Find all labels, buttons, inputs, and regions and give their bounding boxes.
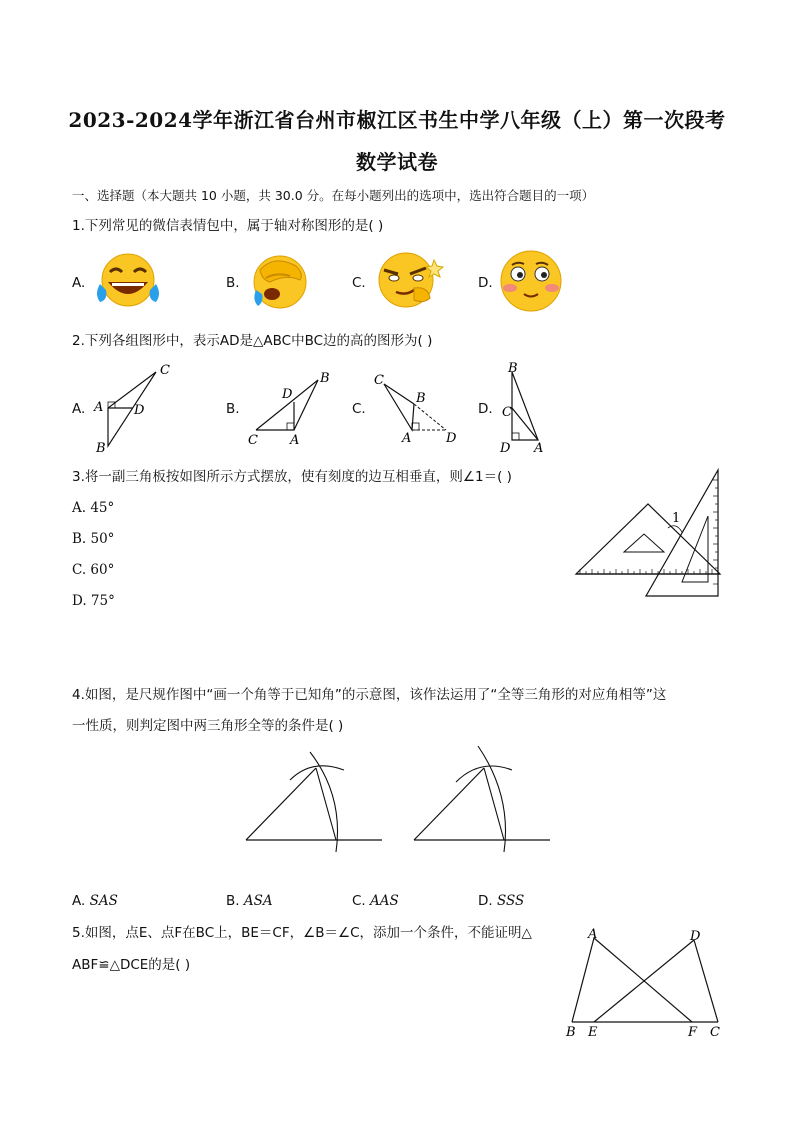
q2d-label-a: A [534,441,544,456]
q5-label-f: F [688,1025,698,1040]
q2d-label-b: B [508,361,518,376]
q2-option-a: A. [72,401,86,417]
question-4-stem-line2: 一性质，则判定图中两三角形全等的条件是( ) [72,718,344,734]
q3-set-squares-figure [572,466,724,602]
smirk-thinking-emoji-icon [370,248,446,310]
q5-triangles-figure [562,922,730,1048]
q2c-label-c: C [374,373,384,388]
facepalm-emoji-icon [246,250,318,312]
q2-option-c: C. [352,401,366,417]
question-3-stem: 3.将一副三角板按如图所示方式摆放，使有刻度的边互相垂直，则∠1＝( ) [72,469,512,485]
q1-option-b: B. [226,275,240,291]
q2b-label-d: D [282,387,293,402]
q2d-label-d: D [500,441,511,456]
q4-option-c [352,893,399,909]
q1-option-c: C. [352,275,366,291]
q3-option-a: A. 45° [72,500,115,516]
q4-option-c-value: AAS [370,893,399,909]
q2-option-b: B. [226,401,240,417]
q2b-label-c: C [248,433,258,448]
question-5-stem-line1: 5.如图，点E、点F在BC上，BE＝CF，∠B＝∠C，添加一个条件，不能证明△ [72,925,532,941]
q4-option-d-value: SSS [496,893,525,909]
section-heading: 一、选择题（本大题共 10 小题，共 30.0 分。在每小题列出的选项中，选出符合题目的一项） [72,188,595,203]
q2-figure-a [88,362,178,454]
q2d-label-c: C [502,405,512,420]
q2-figure-c [370,368,466,452]
q3-option-b: B. 50° [72,531,115,547]
question-2-stem: 2.下列各组图形中，表示AD是△ABC中BC边的高的图形为( ) [72,333,433,349]
q3-option-d: D. 75° [72,593,115,609]
q2b-label-b: B [320,371,330,386]
shy-smile-emoji-icon [496,248,566,314]
page-title: 2023-2024学年浙江省台州市椒江区书生中学八年级（上）第一次段考 [68,108,726,132]
q2a-label-a: A [94,400,104,415]
ruler-ticks [580,569,712,574]
q2a-label-d: D [134,403,145,418]
q2b-label-a: A [290,433,300,448]
q4-option-c-letter: C. [352,893,366,909]
q5-label-a: A [588,927,598,942]
page-subtitle: 数学试卷 [356,150,438,174]
q2-figure-b [244,366,340,450]
q4-construction-figure-left [240,740,390,854]
q2a-label-b: B [96,441,106,454]
q4-option-a [72,893,118,909]
q2a-label-c: C [160,363,170,378]
q4-option-d [478,893,524,909]
q2-option-d: D. [478,401,493,417]
q4-option-b-value: ASA [243,893,273,909]
q4-construction-figure-right [408,740,558,854]
q2c-label-d: D [446,431,457,446]
q2-figure-d [496,358,556,458]
q5-label-e: E [588,1025,598,1040]
question-4-stem-line1: 4.如图，是尺规作图中“画一个角等于已知角”的示意图，该作法运用了“全等三角形的对应角相等”这 [72,687,667,703]
q1-option-a: A. [72,275,86,291]
q1-option-d: D. [478,275,493,291]
q4-option-b-letter: B. [226,893,240,909]
question-1-stem: 1.下列常见的微信表情包中，属于轴对称图形的是( ) [72,218,384,234]
q5-label-b: B [566,1025,576,1040]
q5-label-d: D [690,929,701,944]
q4-option-b [226,893,273,909]
laughing-tears-emoji-icon [92,250,164,308]
q4-option-d-letter: D. [478,893,493,909]
q4-option-a-letter: A. [72,893,86,909]
q3-angle-label: 1 [672,511,681,526]
q2c-label-a: A [402,431,412,446]
q5-label-c: C [710,1025,720,1040]
q4-option-a-value: SAS [89,893,118,909]
q2c-label-b: B [416,391,426,406]
question-5-stem-line2: ABF≌△DCE的是( ) [72,957,191,973]
q3-option-c: C. 60° [72,562,115,578]
